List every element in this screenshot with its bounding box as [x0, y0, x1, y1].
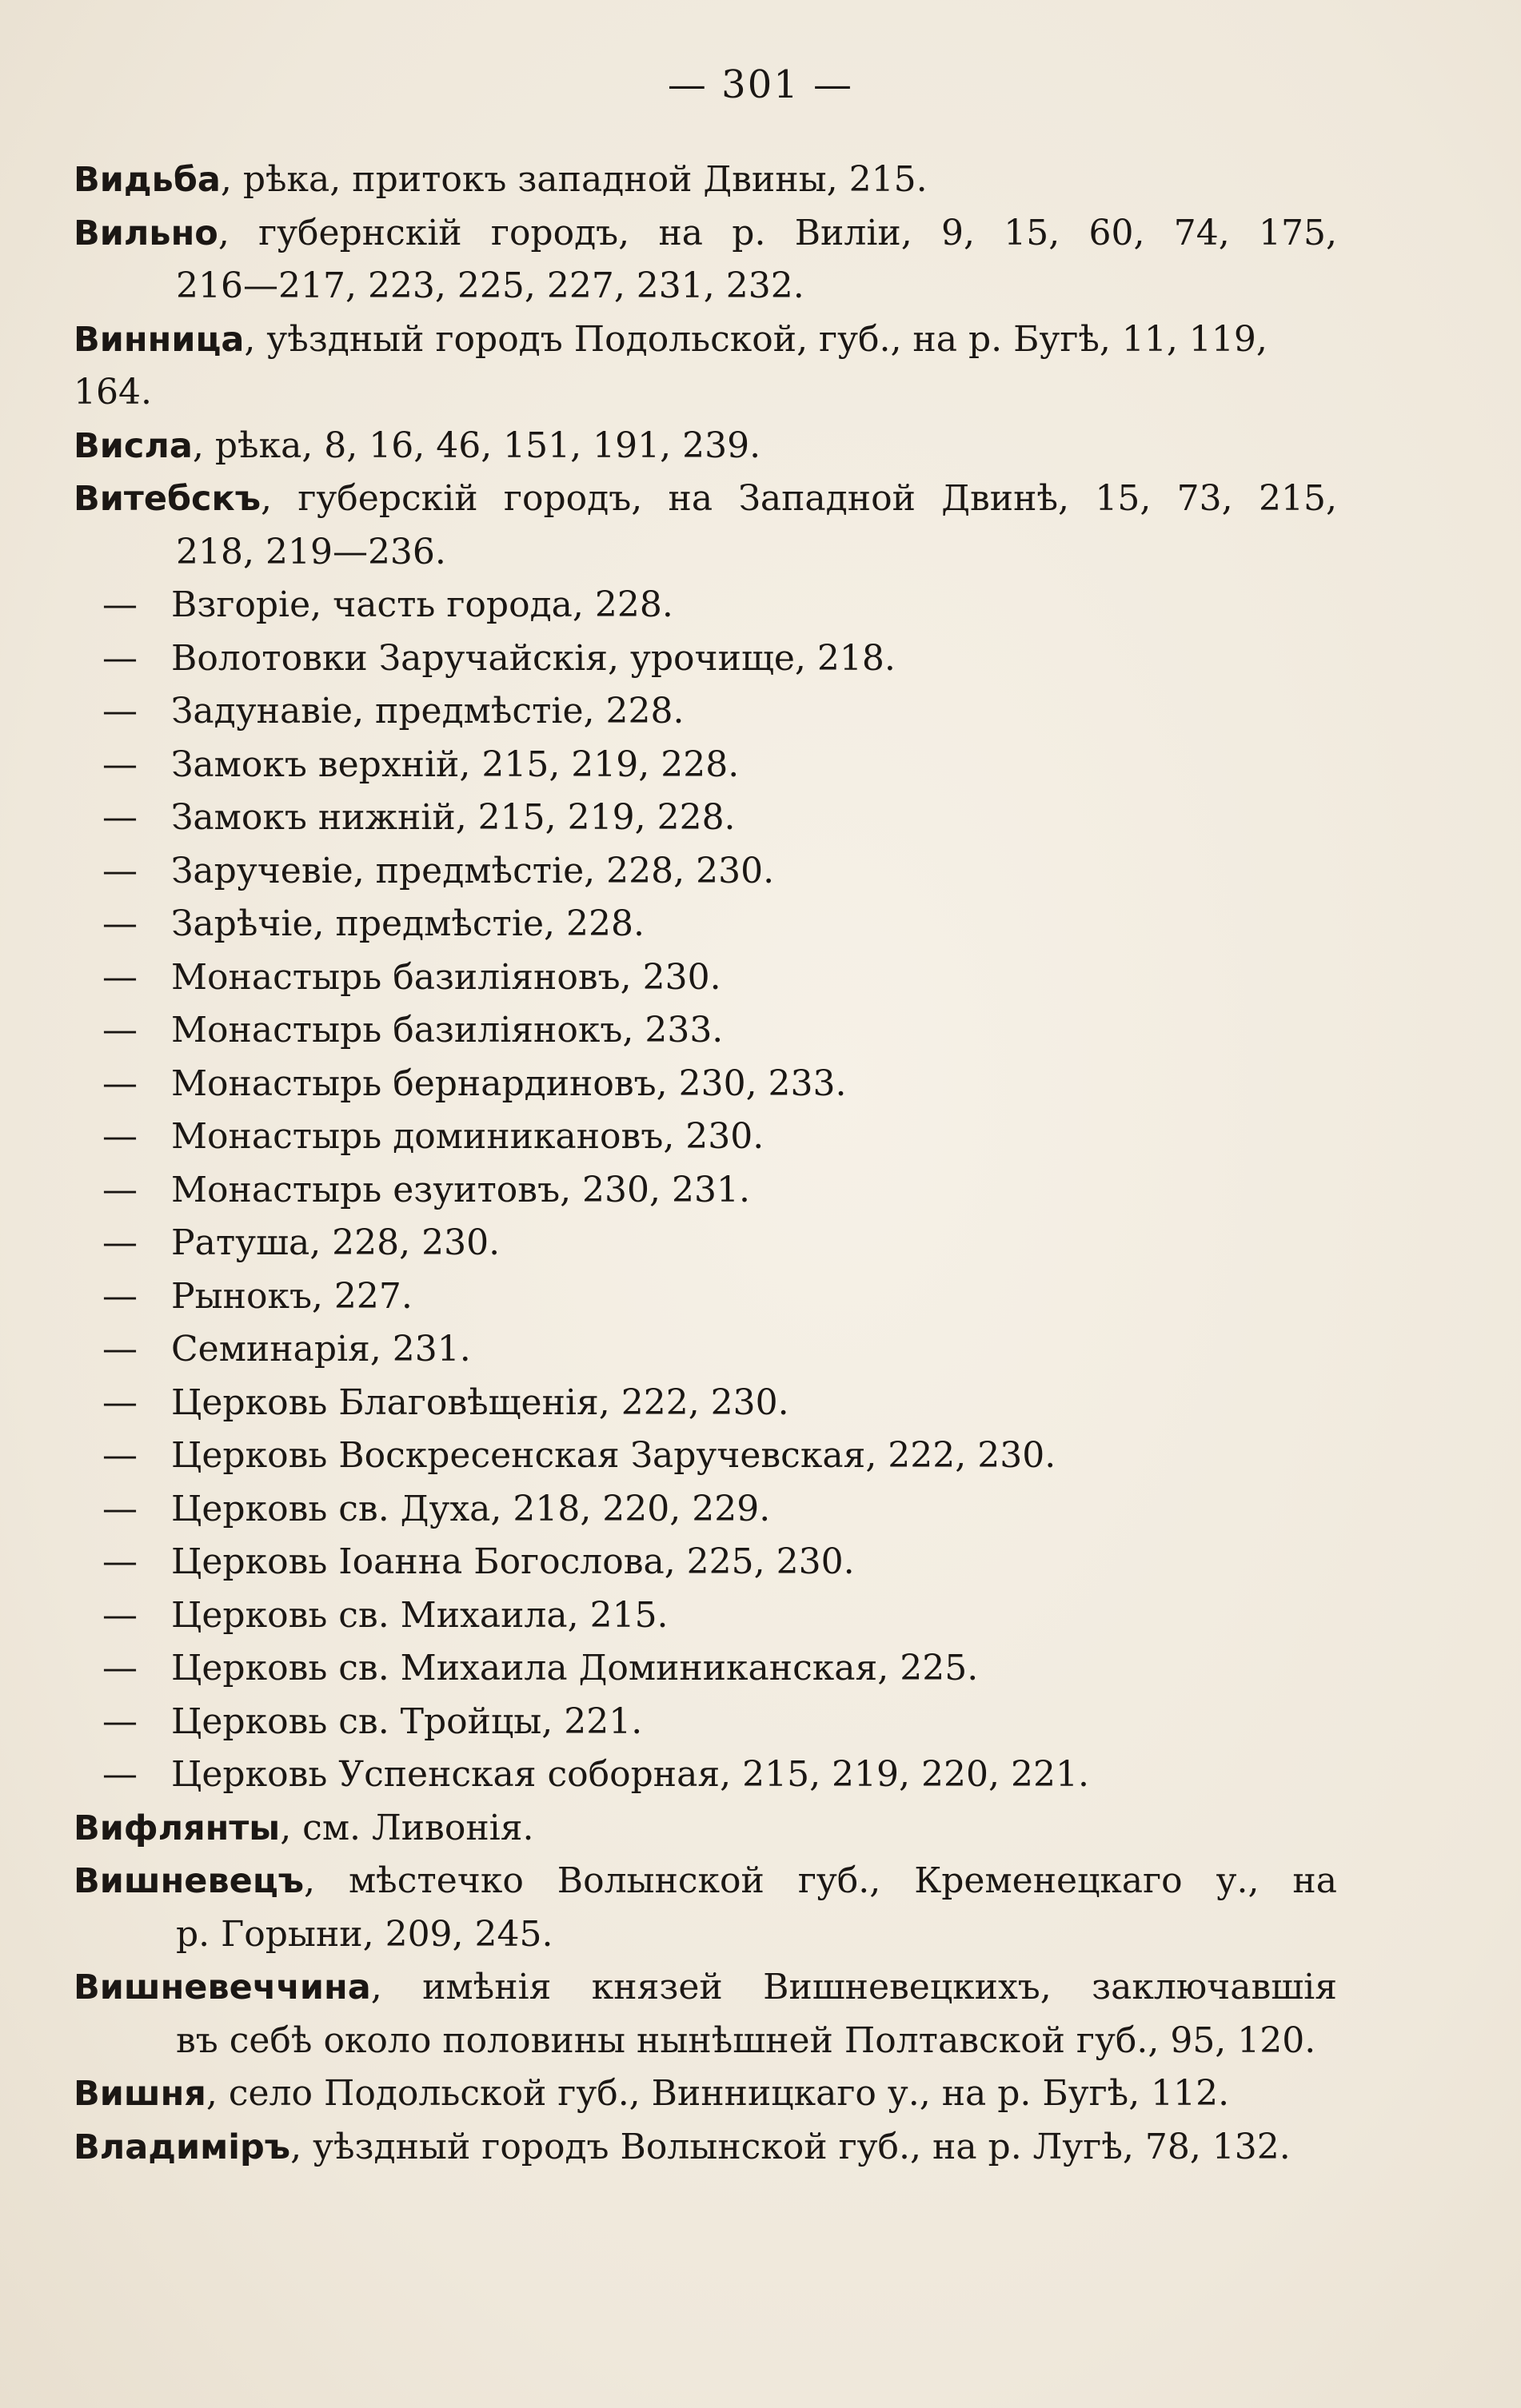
subentry [74, 1377, 1337, 1430]
subentry-text: Церковь Воскресенская Заручевская, 222, 230. [171, 1435, 1056, 1476]
subentry-dash: — [102, 1488, 138, 1529]
entry-continuation: въ себѣ около половины нынѣшней Полтавской губ., 95, 120. [176, 2019, 1316, 2061]
subentry [74, 1429, 1337, 1483]
index-entry [74, 153, 1337, 207]
subentry-dash: — [102, 903, 138, 944]
subentry-dash: — [102, 1648, 138, 1688]
entry-term: Витебскъ [74, 479, 261, 519]
entry-text: , см. Ливонія. [280, 1807, 534, 1848]
subentry [74, 1004, 1337, 1058]
subentry [74, 1642, 1337, 1696]
subentry-text: Церковь св. Духа, 218, 220, 229. [171, 1488, 771, 1529]
entry-text: , губернскій городъ, на р. Виліи, 9, 15, 60, 74, 175, [218, 212, 1337, 253]
subentry-dash: — [102, 584, 138, 625]
subentry-text: Монастырь базиліяновъ, 230. [171, 956, 721, 998]
subentry-dash: — [102, 1010, 138, 1051]
subentry-text: Зарѣчіе, предмѣстіе, 228. [171, 903, 645, 944]
subentry-text: Монастырь бернардиновъ, 230, 233. [171, 1062, 847, 1104]
subentry-text: Замокъ нижній, 215, 219, 228. [171, 797, 736, 838]
subentry-dash: — [102, 797, 138, 838]
index-entry [74, 313, 1337, 420]
subentry [74, 1589, 1337, 1643]
entry-term: Вишня [74, 2074, 206, 2114]
entry-text: , имѣнія князей Вишневецкихъ, заключавшія [370, 1967, 1337, 2007]
subentry-dash: — [102, 1169, 138, 1210]
subentry [74, 1748, 1337, 1802]
subentry-text: Церковь Іоанна Богослова, 225, 230. [171, 1541, 855, 1582]
subentry [74, 1270, 1337, 1324]
index-entry [74, 472, 1337, 579]
subentry-text: Монастырь езуитовъ, 230, 231. [171, 1169, 750, 1210]
subentry-dash: — [102, 1116, 138, 1157]
entry-term: Вифлянты [74, 1808, 281, 1848]
index-entry [74, 1855, 1337, 1961]
subentry [74, 1696, 1337, 1749]
subentry-text: Церковь Успенская соборная, 215, 219, 220, 221. [171, 1754, 1089, 1795]
index-entry [74, 207, 1337, 313]
subentry-dash: — [102, 1062, 138, 1104]
subentry-text: Взгоріе, часть города, 228. [171, 584, 673, 625]
subentry [74, 1536, 1337, 1589]
gazetteer-index [74, 153, 1337, 2174]
page-number: — 301 — [667, 62, 854, 107]
subentry-text: Задунавіе, предмѣстіе, 228. [171, 691, 685, 732]
entry-continuation: 218, 219—236. [176, 531, 446, 572]
subentry [74, 685, 1337, 739]
subentry-text: Заручевіе, предмѣстіе, 228, 230. [171, 850, 775, 891]
index-entry [74, 1961, 1337, 2067]
entry-text: , село Подольской губ., Винницкаго у., на р. Бугѣ, 112. [206, 2073, 1230, 2114]
subentry-dash: — [102, 1435, 138, 1476]
subentry [74, 791, 1337, 845]
entry-text: , уѣздный городъ Волынской губ., на р. Лугѣ, 78, 132. [290, 2126, 1291, 2167]
subentry-text: Церковь Благовѣщенія, 222, 230. [171, 1381, 789, 1423]
subentry [74, 739, 1337, 792]
subentry-text: Рынокъ, 227. [171, 1275, 413, 1317]
subentry-dash: — [102, 1594, 138, 1636]
subentry-dash: — [102, 1275, 138, 1317]
entry-term: Висла [74, 425, 193, 466]
subentry-dash: — [102, 1541, 138, 1582]
subentry-text: Церковь св. Михаила, 215. [171, 1594, 669, 1636]
subentry-dash: — [102, 850, 138, 891]
subentry [74, 1323, 1337, 1377]
entry-term: Владиміръ [74, 2127, 291, 2167]
subentry-text: Ратуша, 228, 230. [171, 1222, 501, 1263]
subentry [74, 1217, 1337, 1270]
subentry [74, 579, 1337, 632]
entry-term: Винница [74, 319, 245, 360]
entry-continuation: р. Горыни, 209, 245. [176, 1913, 553, 1955]
subentry [74, 632, 1337, 686]
subentry [74, 898, 1337, 951]
subentry-text: Монастырь доминикановъ, 230. [171, 1116, 764, 1157]
subentry-text: Замокъ верхній, 215, 219, 228. [171, 744, 740, 785]
entry-term: Вишневецъ [74, 1861, 305, 1901]
index-entry [74, 2121, 1337, 2175]
subentry-text: Семинарія, 231. [171, 1329, 471, 1369]
entry-term: Вишневеччина [74, 1967, 371, 2007]
subentry-dash: — [102, 956, 138, 998]
subentry-dash: — [102, 1222, 138, 1263]
subentry-text: Монастырь базиліянокъ, 233. [171, 1010, 724, 1051]
entry-text: , рѣка, 8, 16, 46, 151, 191, 239. [192, 425, 761, 466]
subentry-text: Волотовки Заручайскія, урочище, 218. [171, 637, 896, 679]
subentry [74, 1483, 1337, 1537]
index-entry [74, 420, 1337, 473]
subentry-dash: — [102, 1754, 138, 1795]
index-entry [74, 2067, 1337, 2121]
subentry [74, 951, 1337, 1005]
subentry-dash: — [102, 637, 138, 679]
index-entry [74, 1802, 1337, 1856]
subentry [74, 1164, 1337, 1218]
entry-text: , губерскій городъ, на Западной Двинѣ, 15, 73, 215, [261, 478, 1337, 519]
subentry-text: Церковь св. Тройцы, 221. [171, 1700, 643, 1742]
entry-text: , рѣка, притокъ западной Двины, 215. [220, 159, 928, 200]
subentry-dash: — [102, 744, 138, 785]
entry-text: , уѣздный городъ Подольской, губ., на р. Бугѣ, 11, 119, 164. [74, 318, 1268, 413]
subentry [74, 1058, 1337, 1111]
entry-continuation: 216—217, 223, 225, 227, 231, 232. [176, 265, 804, 306]
entry-text: , мѣстечко Волынской губ., Кременецкаго у., на [304, 1860, 1337, 1901]
subentry-dash: — [102, 691, 138, 732]
subentry-text: Церковь св. Михаила Доминиканская, 225. [171, 1648, 979, 1688]
subentry-dash: — [102, 1381, 138, 1423]
subentry [74, 1110, 1337, 1164]
subentry [74, 845, 1337, 899]
subentry-dash: — [102, 1700, 138, 1742]
subentry-dash: — [102, 1329, 138, 1369]
entry-term: Вильно [74, 213, 218, 253]
entry-term: Видьба [74, 160, 221, 200]
